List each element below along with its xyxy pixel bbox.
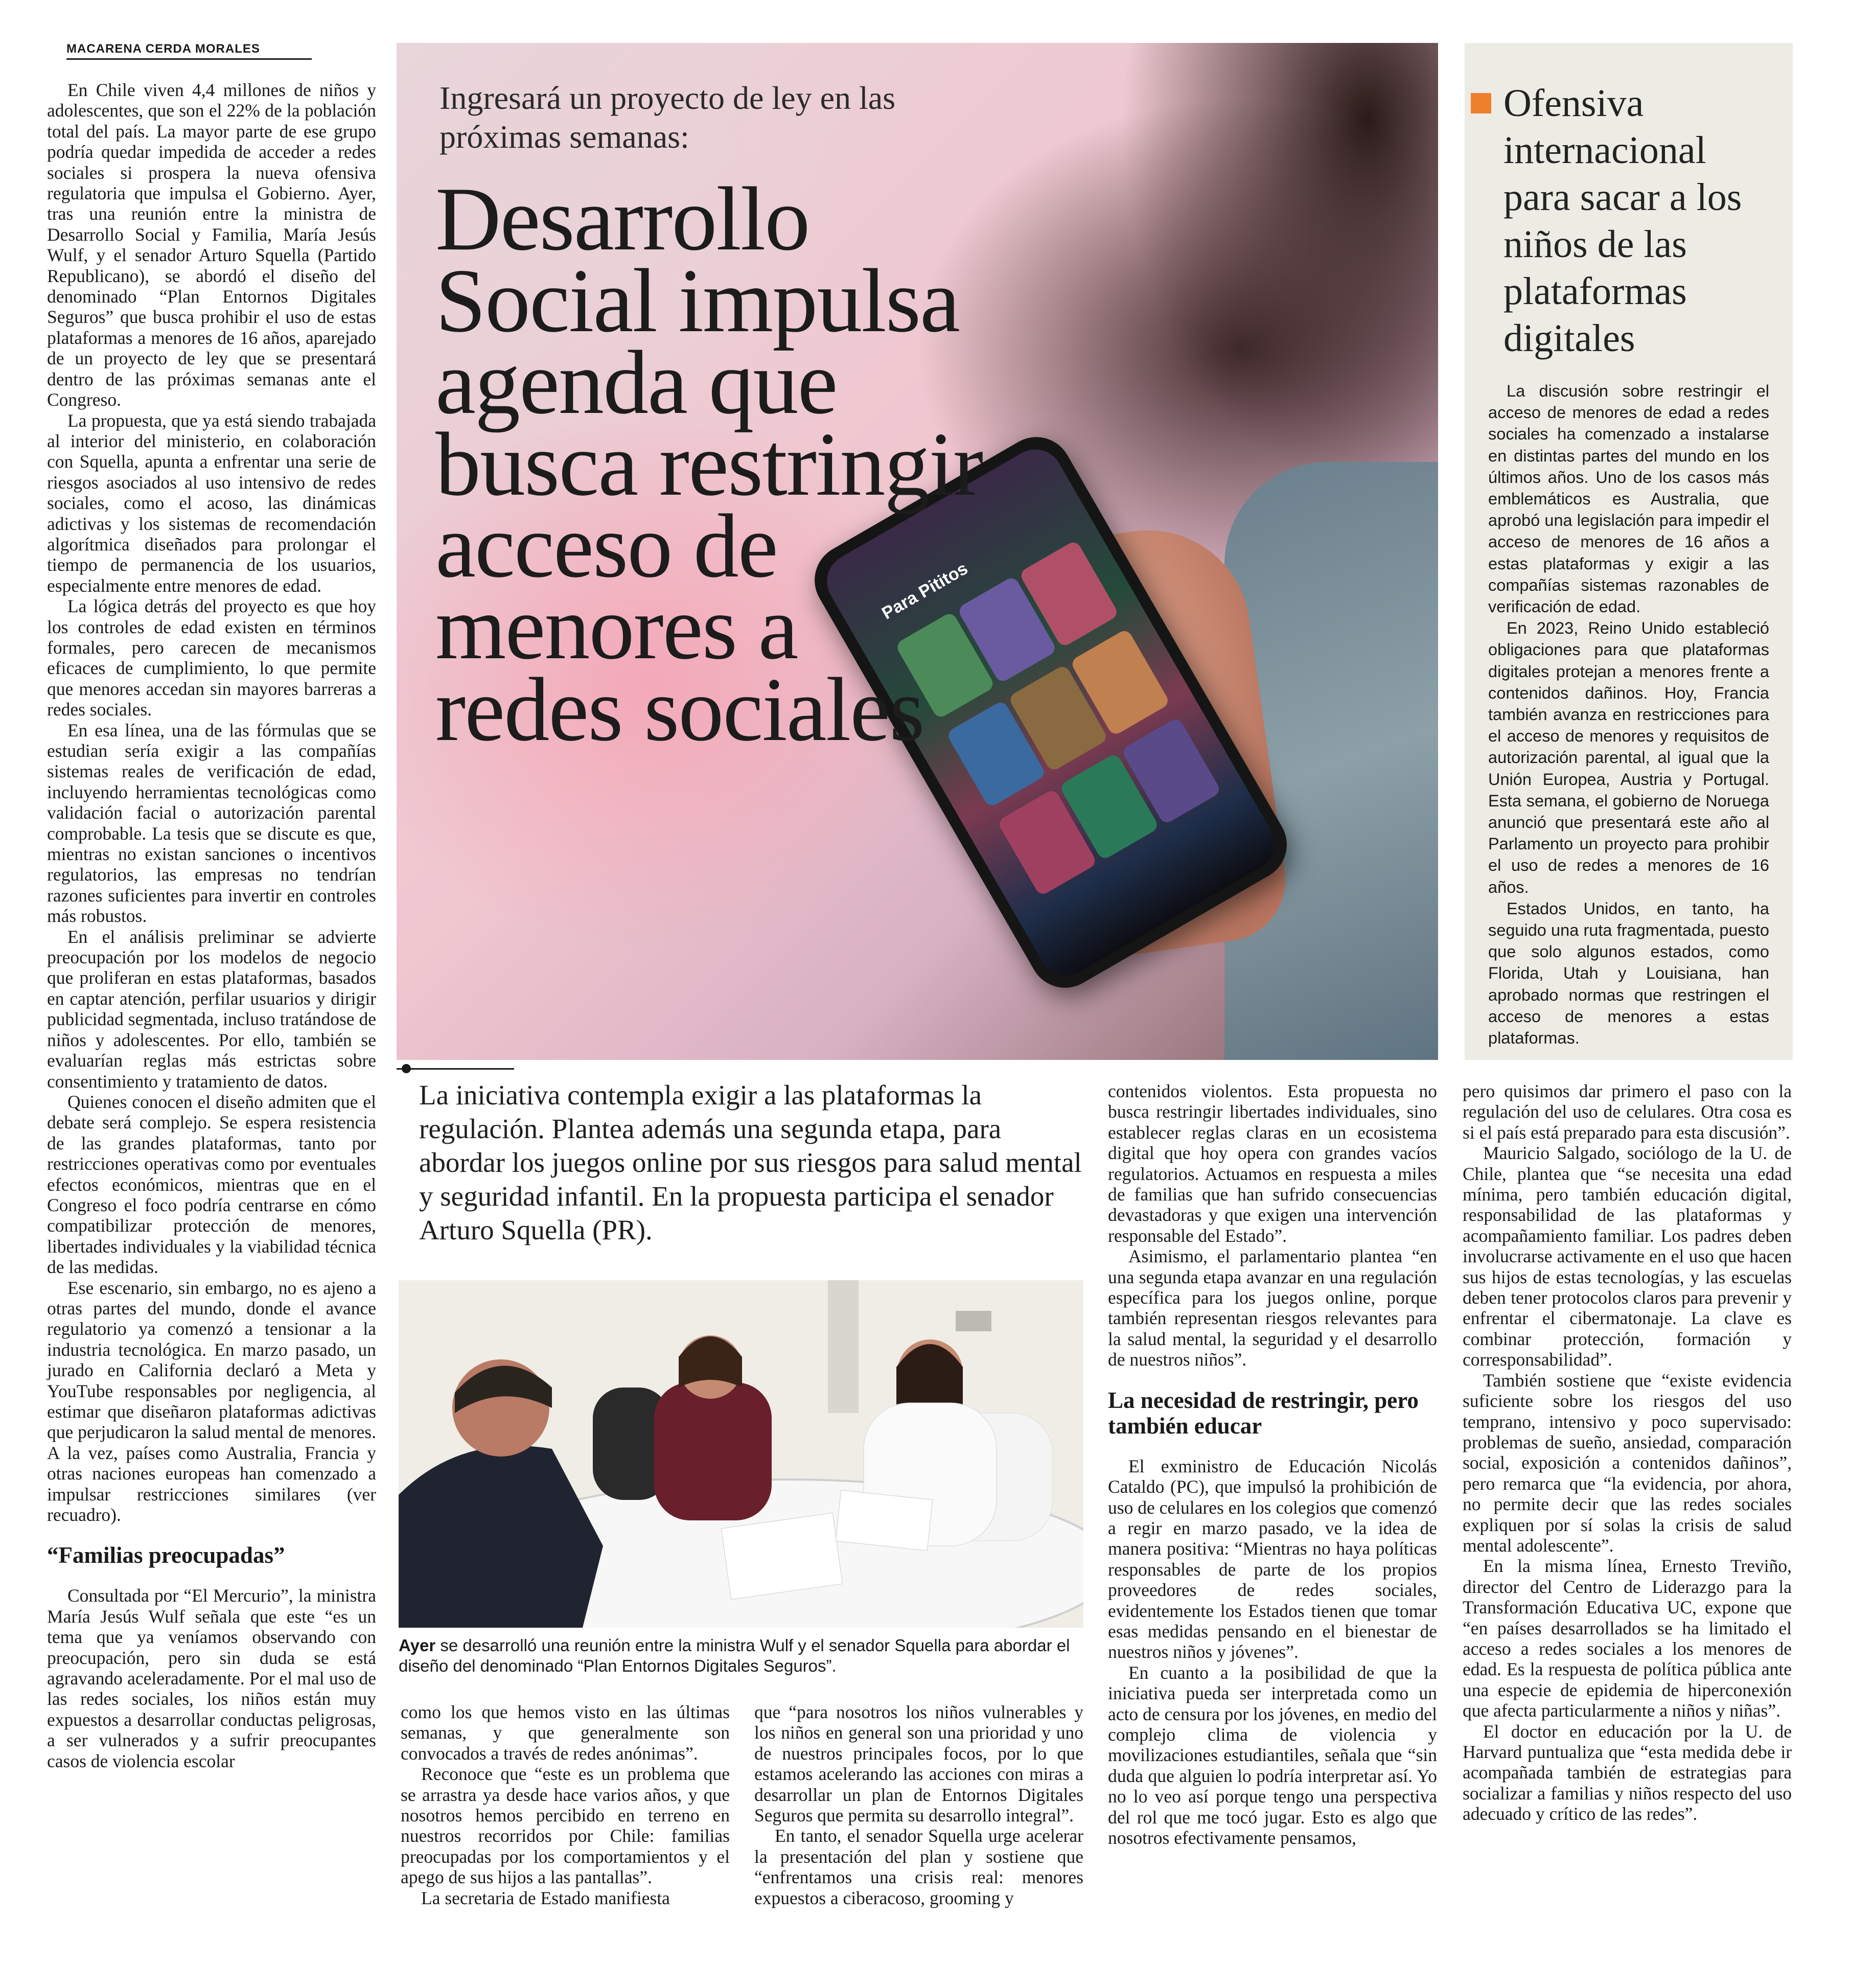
col4-paragraph: El exministro de Educación Nicolás Cataldo (PC), que impulsó la prohibición de uso de celulares en los colegios que comenzó a regir en marzo pasado, ve la idea de manera positiva: “Mientras no haya políticas responsables de parte de los propios proveedores de redes sociales, evidentemente los Estados tienen que tomar esas medidas pensando en el bienestar de nuestros niños y jóvenes”.	[1108, 1455, 1437, 1662]
col2-paragraph: Reconoce que “este es un problema que se arrastra ya desde hace varios años, y que nosotros hemos percibido en terreno en nuestros recorridos por Chile: familias preocupadas por los comportamientos y el apego de sus hijos a las pantallas”.	[401, 1764, 730, 1888]
col3-paragraph: En tanto, el senador Squella urge acelerar la presentación del plan y sostiene que “enfrentamos una crisis real: menores expuestos a ciberacoso, grooming y	[754, 1825, 1083, 1908]
sidebar-box	[1465, 43, 1793, 1060]
col4-paragraph: En cuanto a la posibilidad de que la iniciativa pueda ser interpretada como un acto de censura por los jóvenes, en medio del complejo clima de violencia y movilizaciones estudiantiles, señala que “sin duda que alguien lo podría interpretar así. Yo no lo veo así porque tengo una perspectiva del rol que me tocó jugar. Esto es algo que nosotros efectivamente pensamos,	[1108, 1662, 1437, 1848]
deck-rule	[397, 1068, 514, 1070]
sidebar-paragraph: En 2023, Reino Unido estableció obligaciones para que plataformas digitales protejan a menores frente a contenidos dañinos. Hoy, Francia también avanza en restricciones para el acceso de menores y requisitos de autorización parental, al igual que la Unión Europea, Austria y Portugal. Esta semana, el gobierno de Noruega anunció que presentará este año al Parlamento un proyecto para prohibir el uso de redes a menores de 16 años.	[1488, 619, 1769, 896]
col1-paragraph: En Chile viven 4,4 millones de niños y adolescentes, que son el 22% de la población total del país. La mayor parte de ese grupo podría quedar impedida de acceder a redes sociales si prospera la nueva ofensiva regulatoria que impulsa el Gobierno. Ayer, tras una reunión entre la ministra de Desarrollo Social y Familia, María Jesús Wulf, y el senador Arturo Squella (Partido Republicano), se abordó el diseño del denominado “Plan Entornos Digitales Seguros” que busca prohibir el uso de estas plataformas a menores de 16 años, aparejado de un proyecto de ley que se presentará dentro de las próximas semanas ante el Congreso.	[47, 80, 376, 410]
col1-paragraph: Consultada por “El Mercurio”, la ministra María Jesús Wulf señala que este “es un tema que ya veníamos observando con preocupación, pero sin duda se está agravando aceleradamente. Por el mal uso de las redes sociales, los niños están muy expuestos a desarrollar conductas peligrosas, a ser vulnerados y a sufrir preocupantes casos de violencia escolar	[47, 1585, 376, 1771]
hero-photo	[397, 43, 1438, 1060]
orange-square-icon	[1471, 93, 1491, 113]
column-1	[47, 80, 376, 1771]
col4-subhead: La necesidad de restringir, pero también educar	[1108, 1387, 1419, 1439]
meeting-photo	[399, 1280, 1083, 1628]
col1-paragraph: La lógica detrás del proyecto es que hoy los controles de edad existen en términos formales, pero carecen de mecanismos eficaces de cumplimiento, lo que permite que menores accedan sin mayores barreras a redes sociales.	[47, 596, 376, 720]
col5-paragraph: El doctor en educación por la U. de Harvard puntualiza que “esta medida debe ir acompañada también de estrategias para socializar a familias y niños respecto del uso adecuado y crítico de las redes”.	[1463, 1721, 1792, 1824]
caption-lead: Ayer	[399, 1636, 436, 1655]
col4-paragraph: contenidos violentos. Esta propuesta no busca restringir libertades individuales, sino establecer reglas claras en un ecosistema digital que hoy opera con grandes vacíos regulatorios. Actuamos en respuesta a miles de familias que han sufrido consecuencias devastadoras y que exigen una intervención responsable del Estado”.	[1108, 1081, 1437, 1246]
column-5	[1463, 1081, 1792, 1824]
headline: Desarrollo Social impulsa agenda que busca restringir acceso de menores a redes sociales	[435, 168, 983, 760]
col1-paragraph: La propuesta, que ya está siendo trabajada al interior del ministerio, en colaboración con Squella, apunta a enfrentar una serie de riesgos asociados al uso intensivo de redes sociales, como el acoso, las dinámicas adictivas y los sistemas de recomendación algorítmica diseñados para prolongar el tiempo de permanencia de los usuarios, especialmente entre menores de edad.	[47, 410, 376, 596]
photo-caption	[399, 1635, 1083, 1676]
byline: MACARENA CERDA MORALES	[66, 42, 312, 60]
col1-paragraph: Quienes conocen el diseño admiten que el debate será complejo. Se espera resistencia de las grandes plataformas, tanto por restricciones operativas como por eventuales efectos económicos, mientras que en el Congreso el foco podría centrarse en cómo compatibilizar protección de menores, libertades individuales y la viabilidad técnica de las medidas.	[47, 1091, 376, 1278]
meeting-photo-illustration	[399, 1280, 1083, 1628]
col5-paragraph: pero quisimos dar primero el paso con la regulación del uso de celulares. Otra cosa es si el país está preparado para esta discusión”.	[1463, 1081, 1792, 1143]
col1-paragraph: En esa línea, una de las fórmulas que se estudian sería exigir a las compañías sistemas reales de verificación de edad, incluyendo herramientas tecnológicas como validación facial o autorización parental comprobable. La tesis que se discute es que, mientras no existan sanciones o incentivos regulatorios, las empresas no tendrían razones suficientes para invertir en controles más robustos.	[47, 720, 376, 927]
headline-kicker: Ingresará un proyecto de ley en las próximas semanas:	[439, 80, 896, 155]
column-2	[401, 1702, 730, 1908]
sidebar-paragraph: La discusión sobre restringir el acceso de menores de edad a redes sociales ha comenzado a instalarse en distintas partes del mundo en los últimos años. Uno de los casos más emblemáticos es Australia, que aprobó una legislación para impedir el acceso de menores de 16 años a estas plataformas y exigir a las compañías sistemas razonables de verificación de edad.	[1488, 382, 1769, 616]
column-4	[1108, 1081, 1437, 1848]
deck-rule-dot	[402, 1064, 411, 1073]
col1-subhead: “Familias preocupadas”	[47, 1542, 285, 1568]
sidebar-body	[1488, 380, 1769, 1049]
col2-paragraph: como los que hemos visto en las últimas semanas, y que generalmente son convocados a través de redes anónimas”.	[401, 1702, 730, 1764]
col1-paragraph: En el análisis preliminar se advierte preocupación por los modelos de negocio que proliferan en estas plataformas, basados en captar atención, perfilar usuarios y dirigir publicidad segmentada, incluso tratándose de niños y adolescentes. Por ello, también se evaluarían reglas más estrictas sobre consentimiento y tratamiento de datos.	[47, 926, 376, 1092]
col2-paragraph: La secretaria de Estado manifiesta	[421, 1887, 670, 1908]
col1-paragraph: Ese escenario, sin embargo, no es ajeno a otras partes del mundo, donde el avance regulatorio ya comenzó a tensionar a la industria tecnológica. En marzo pasado, un jurado en California declaró a Meta y YouTube responsables por negligencia, al estimar que diseñaron plataformas adictivas que perjudicaron la salud mental de menores. A la vez, países como Australia, Francia y otras naciones europeas han comenzado a impulsar restricciones similares (ver recuadro).	[47, 1277, 376, 1525]
sidebar-title: Ofensiva internacional para sacar a los niños de las plataformas digitales	[1503, 82, 1742, 360]
col3-paragraph: que “para nosotros los niños vulnerables y los niños en general son una prioridad y uno de nuestros principales focos, por lo que estamos acelerando las acciones con miras a desarrollar un plan de Entornos Digitales Seguros que permita su desarrollo integral”.	[754, 1702, 1083, 1826]
column-3	[754, 1702, 1083, 1908]
col4-paragraph: Asimismo, el parlamentario plantea “en una segunda etapa avanzar en una regulación específica para los juegos online, porque también representan riesgos relevantes para la salud mental, la seguridad y el desarrollo de nuestros niños”.	[1108, 1246, 1437, 1370]
col5-paragraph: En la misma línea, Ernesto Treviño, director del Centro de Liderazgo para la Transformación Educativa UC, expone que “en países desarrollados se ha limitado el acceso a redes sociales a los menores de edad. Es la respuesta de política pública ante una especie de epidemia de hiperconexión que afecta particularmente a niños y niñas”.	[1463, 1556, 1792, 1721]
caption-text: se desarrolló una reunión entre la ministra Wulf y el senador Squella para abordar el diseño del denominado “Plan Entornos Digitales Seguros”.	[399, 1636, 1070, 1675]
col5-paragraph: También sostiene que “existe evidencia suficiente sobre los riesgos del uso temprano, intensivo y poco supervisado: problemas de sueño, ansiedad, comparación social, exposición a contenidos dañinos”, pero remarca que “la evidencia, por ahora, no permite decir que las redes sociales expliquen por sí solas la crisis de salud mental adolescente”.	[1463, 1370, 1792, 1556]
col5-paragraph: Mauricio Salgado, sociólogo de la U. de Chile, plantea que “se necesita una edad mínima, pero también educación digital, responsabilidad de las plataformas y acompañamiento familiar. Los padres deben involucrarse activamente en el uso que hacen sus hijos de estas tecnologías, y las escuelas deben tener protocolos claros para prevenir y enfrentar el cibermatonaje. La clave es combinar protección, formación y corresponsabilidad”.	[1463, 1143, 1792, 1370]
deck-summary: La iniciativa contempla exigir a las plataformas la regulación. Plantea además una segunda etapa, para abordar los juegos online por sus riesgos para salud mental y seguridad infantil. En la propuesta participa el senador Arturo Squella (PR).	[419, 1079, 1082, 1245]
phone-app-label: Para Pititos	[878, 559, 971, 623]
sidebar-paragraph: Estados Unidos, en tanto, ha seguido una ruta fragmentada, puesto que solo algunos estados, como Florida, Utah y Louisiana, han aprobado normas que restringen el acceso de menores a estas plataformas.	[1488, 899, 1769, 1048]
